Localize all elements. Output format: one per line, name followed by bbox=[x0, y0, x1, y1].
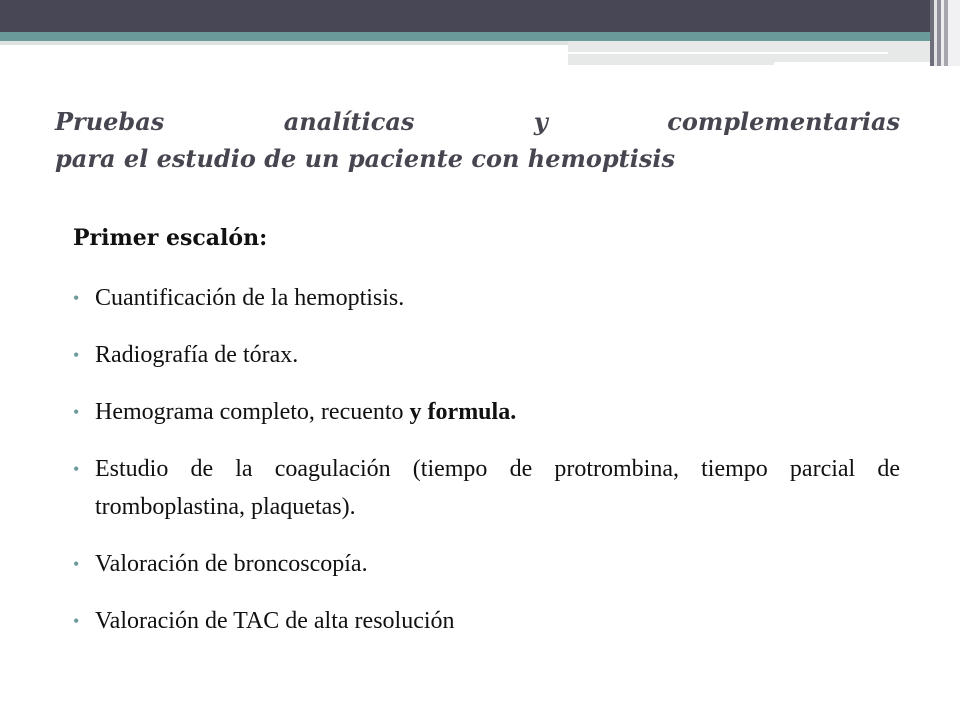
bullet-text: Estudio de la coagulación (tiempo de protrombina, tiempo parcial de tromboplastina, plaquetas). bbox=[95, 456, 900, 520]
slide-title bbox=[55, 103, 900, 177]
bullet-item-quantification bbox=[73, 279, 900, 317]
bullet-text: Valoración de broncoscopía. bbox=[95, 551, 368, 577]
bullet-item-bronchoscopy bbox=[73, 545, 900, 583]
bullet-item-blood-count bbox=[73, 393, 900, 431]
bullet-marker-icon: • bbox=[73, 459, 80, 479]
slide-title-line-2: para el estudio de un paciente con hemoptisis bbox=[55, 144, 676, 173]
header-edge-stripe bbox=[948, 0, 960, 66]
header-sub-band bbox=[0, 41, 568, 45]
bullet-item-chest-xray bbox=[73, 336, 900, 374]
header-band bbox=[0, 0, 930, 32]
bullet-marker-icon: • bbox=[73, 554, 80, 574]
bullet-text: Valoración de TAC de alta resolución bbox=[95, 608, 455, 634]
bullet-text-bold: y formula. bbox=[409, 399, 517, 425]
header-divider-line bbox=[568, 52, 888, 54]
bullet-text: Hemograma completo, recuento bbox=[95, 399, 410, 425]
bullet-item-hrct bbox=[73, 602, 900, 640]
slide-title-line-1: Pruebas analíticas y complementarias bbox=[55, 107, 900, 136]
bullet-text: Cuantificación de la hemoptisis. bbox=[95, 285, 405, 311]
header-divider-line-short bbox=[774, 62, 930, 65]
bullet-list bbox=[73, 279, 900, 659]
header-accent-band bbox=[0, 32, 930, 41]
bullet-marker-icon: • bbox=[73, 288, 80, 308]
bullet-marker-icon: • bbox=[73, 611, 80, 631]
bullet-text: Radiografía de tórax. bbox=[95, 342, 299, 368]
section-heading: Primer escalón: bbox=[73, 225, 268, 251]
bullet-marker-icon: • bbox=[73, 345, 80, 365]
bullet-item-coagulation bbox=[73, 450, 900, 526]
bullet-marker-icon: • bbox=[73, 402, 80, 422]
